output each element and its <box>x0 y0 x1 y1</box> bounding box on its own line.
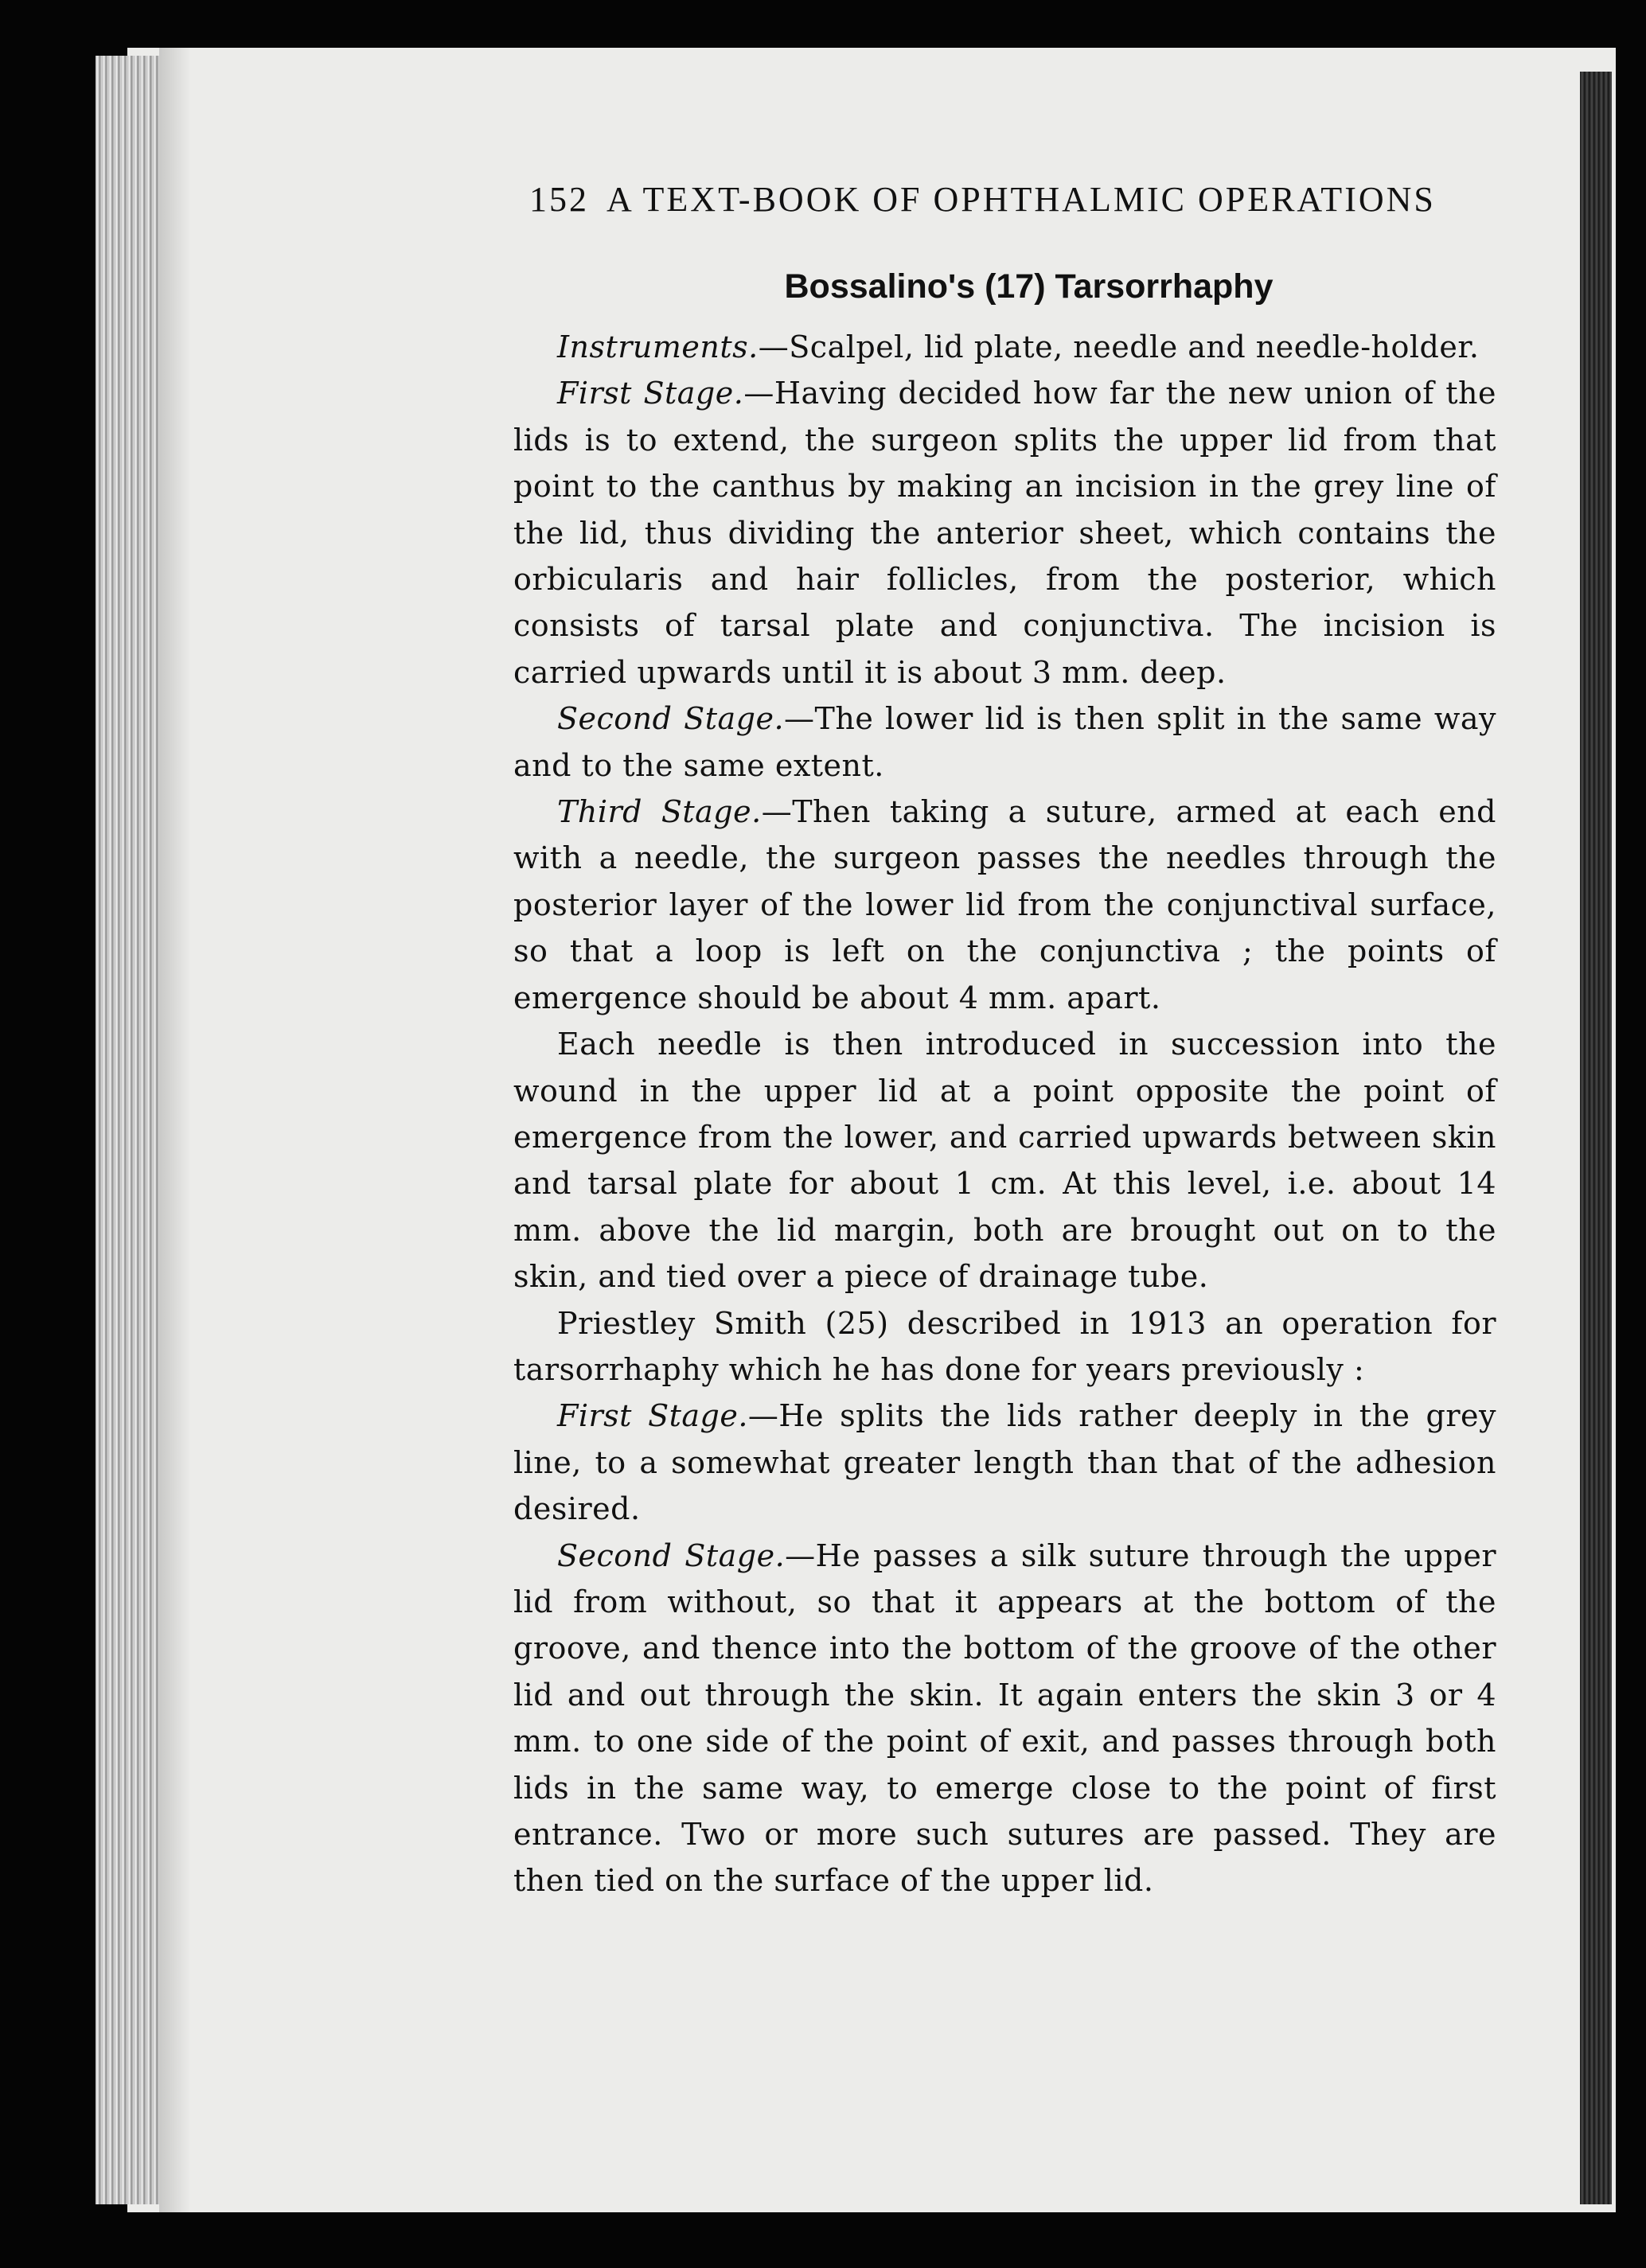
paragraph-lead: Second Stage. <box>557 701 785 737</box>
paragraph-text: —Then taking a suture, armed at each end with a needle, the surgeon passes the needles through the posterior layer of the lower lid from the conjunctival surface, so that a loop is left on the conjunctiva ; the points of emergence should be about 4 mm. apart. <box>513 794 1496 1015</box>
paragraph-text: —The lower lid is then split in the same way and to the same extent. <box>513 701 1496 783</box>
page-text-block <box>513 179 1496 1904</box>
paragraph <box>513 370 1496 696</box>
paragraph-text: —He splits the lids rather deeply in the grey line, to a somewhat greater length than that of the adhesion desired. <box>513 1398 1496 1527</box>
paragraph-text: Each needle is then introduced in succession into the wound in the upper lid at a point opposite the point of emergence from the lower, and carried upwards between skin and tarsal plate for about 1 cm. At this level, i.e. about 14 mm. above the lid margin, both are brought out on to the skin, and tied over a piece of drainage tube. <box>513 1027 1496 1295</box>
paragraph-lead: Second Stage. <box>557 1537 786 1573</box>
paragraph-lead: Instruments. <box>557 329 759 364</box>
paragraph-lead: First Stage. <box>557 376 744 411</box>
paragraph-text: Priestley Smith (25) described in 1913 an operation for tarsorrhaphy which he has done for years previously : <box>513 1305 1496 1387</box>
paragraph <box>513 1021 1496 1300</box>
paragraph-text: —He passes a silk suture through the upper lid from without, so that it appears at the bottom of the groove, and thence into the bottom of the groove of the other lid and out through the skin. It again enters the skin 3 or 4 mm. to one side of the point of exit, and passes through both lids in the same way, to emerge close to the point of first entrance. Two or more such sutures are passed. They are then tied on the surface of the upper lid. <box>513 1537 1496 1899</box>
paragraph <box>513 1300 1496 1393</box>
paragraph <box>513 789 1496 1021</box>
paragraph-text: —Having decided how far the new union of the lids is to extend, the surgeon splits the upper lid from that point to the canthus by making an incision in the grey line of the lid, thus dividing the anterior sheet, which contains the orbicularis and hair follicles, from the posterior, which consists of tarsal plate and conjunctiva. The incision is carried upwards until it is about 3 mm. deep. <box>513 376 1496 690</box>
paragraph <box>513 1533 1496 1904</box>
gutter-shadow <box>159 48 191 2212</box>
page-number: 152 <box>529 180 589 219</box>
paragraph <box>513 324 1496 370</box>
book-gutter-edge <box>96 56 159 2204</box>
book-title: A TEXT-BOOK OF OPHTHALMIC OPERATIONS <box>607 180 1436 219</box>
paragraph-lead: First Stage. <box>557 1398 748 1434</box>
running-head <box>529 179 1496 220</box>
paragraph-lead: Third Stage. <box>557 794 762 830</box>
paragraph <box>513 1393 1496 1532</box>
paragraph-text: —Scalpel, lid plate, needle and needle-holder. <box>758 329 1480 364</box>
section-title: Bossalino's (17) Tarsorrhaphy <box>784 267 1274 306</box>
paragraph <box>513 696 1496 789</box>
page-right-edge <box>1580 72 1612 2204</box>
